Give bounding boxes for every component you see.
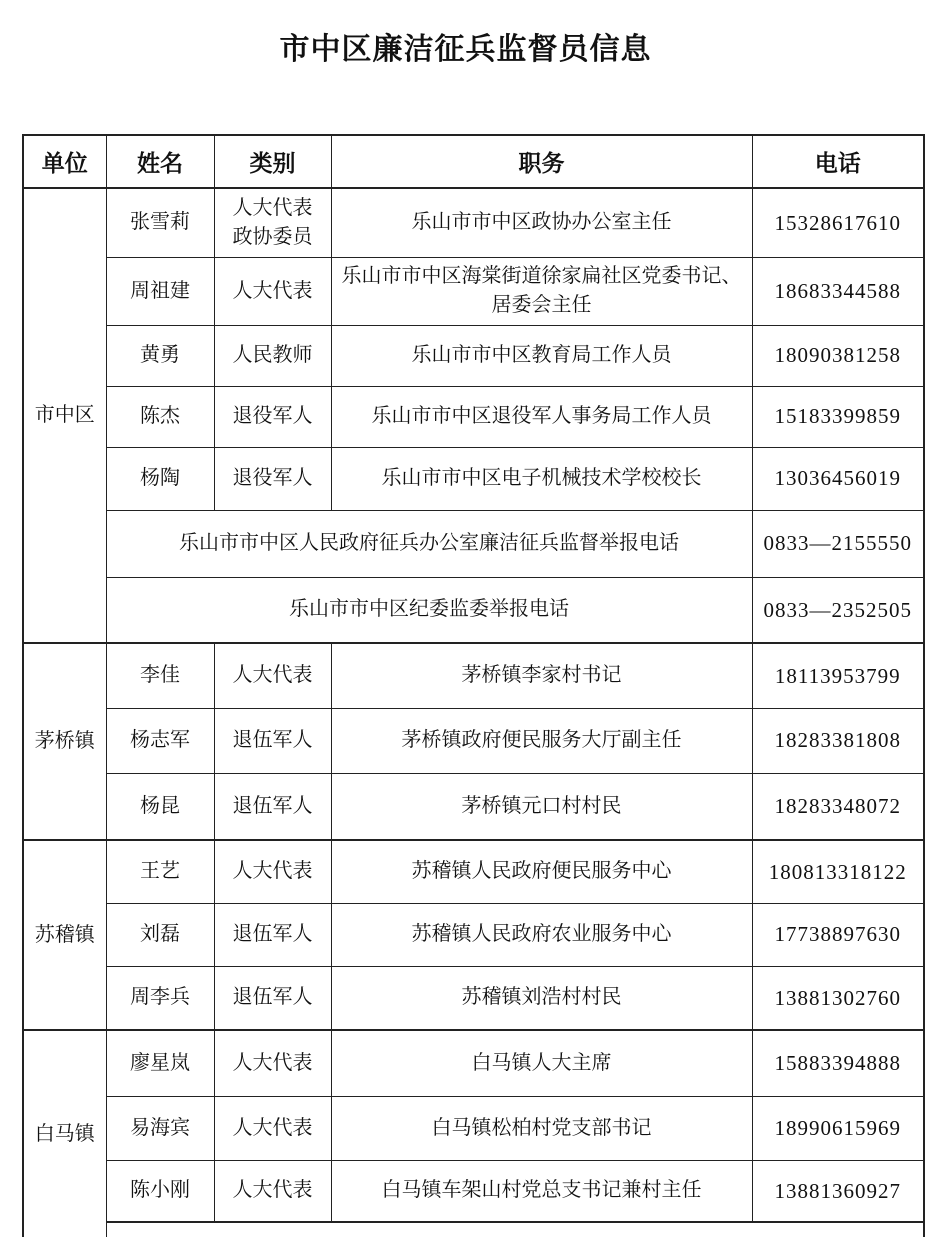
table-row <box>23 1030 924 1096</box>
member-category: 人大代表 <box>214 1096 331 1160</box>
member-name: 刘磊 <box>106 903 214 966</box>
member-position: 苏稽镇人民政府农业服务中心 <box>331 903 752 966</box>
member-category: 退役军人 <box>214 386 331 447</box>
member-phone: 18090381258 <box>752 325 924 386</box>
member-name: 周李兵 <box>106 966 214 1030</box>
member-category: 退伍军人 <box>214 708 331 773</box>
member-phone: 17738897630 <box>752 903 924 966</box>
member-category: 人大代表 <box>214 1160 331 1222</box>
supervisor-table <box>22 134 925 1237</box>
member-category: 退伍军人 <box>214 903 331 966</box>
unit-cell: 市中区 <box>23 188 106 643</box>
member-phone: 18683344588 <box>752 257 924 325</box>
member-name: 黄勇 <box>106 325 214 386</box>
unit-cell: 茅桥镇 <box>23 643 106 840</box>
member-phone: 15328617610 <box>752 188 924 257</box>
member-position: 白马镇松柏村党支部书记 <box>331 1096 752 1160</box>
member-category: 退伍军人 <box>214 966 331 1030</box>
header-position: 职务 <box>331 135 752 188</box>
member-position: 白马镇车架山村党总支书记兼村主任 <box>331 1160 752 1222</box>
table-row <box>23 708 924 773</box>
member-category: 退伍军人 <box>214 773 331 840</box>
member-category: 人民教师 <box>214 325 331 386</box>
member-position: 乐山市市中区海棠街道徐家扁社区党委书记、居委会主任 <box>331 257 752 325</box>
table-row <box>23 188 924 257</box>
table-header-row <box>23 135 924 188</box>
member-phone: 180813318122 <box>752 840 924 903</box>
table-row <box>23 966 924 1030</box>
table-row <box>23 325 924 386</box>
table-row <box>23 386 924 447</box>
member-category: 人大代表 <box>214 643 331 708</box>
member-phone: 13881302760 <box>752 966 924 1030</box>
unit-cell: 苏稽镇 <box>23 840 106 1030</box>
member-position: 苏稽镇刘浩村村民 <box>331 966 752 1030</box>
page-title: 市中区廉洁征兵监督员信息 <box>279 33 652 66</box>
member-position: 乐山市市中区教育局工作人员 <box>331 325 752 386</box>
header-unit: 单位 <box>23 135 106 188</box>
member-category: 人大代表 <box>214 840 331 903</box>
member-position: 茅桥镇李家村书记 <box>331 643 752 708</box>
member-phone: 18990615969 <box>752 1096 924 1160</box>
hotline-row <box>23 577 924 643</box>
member-phone: 18113953799 <box>752 643 924 708</box>
hotline-label: 乐山市市中区人民政府征兵办公室廉洁征兵监督举报电话 <box>106 510 752 577</box>
table-row <box>23 1160 924 1222</box>
header-phone: 电话 <box>752 135 924 188</box>
member-position: 茅桥镇元口村村民 <box>331 773 752 840</box>
member-name: 陈杰 <box>106 386 214 447</box>
member-position: 白马镇人大主席 <box>331 1030 752 1096</box>
table-row <box>23 903 924 966</box>
member-position: 乐山市市中区退役军人事务局工作人员 <box>331 386 752 447</box>
member-name: 杨志军 <box>106 708 214 773</box>
member-phone: 18283348072 <box>752 773 924 840</box>
member-name: 王艺 <box>106 840 214 903</box>
member-name: 李佳 <box>106 643 214 708</box>
member-phone: 15883394888 <box>752 1030 924 1096</box>
member-name: 杨昆 <box>106 773 214 840</box>
member-name: 周祖建 <box>106 257 214 325</box>
hotline-phone: 0833—2352505 <box>752 577 924 643</box>
table-row <box>23 1096 924 1160</box>
header-name: 姓名 <box>106 135 214 188</box>
hotline-row <box>23 510 924 577</box>
cutoff-spacer <box>106 1222 924 1237</box>
table-row <box>23 643 924 708</box>
table-row <box>23 257 924 325</box>
table-cutoff-row <box>23 1222 924 1237</box>
member-position: 乐山市市中区政协办公室主任 <box>331 188 752 257</box>
hotline-label: 乐山市市中区纪委监委举报电话 <box>106 577 752 643</box>
table-row <box>23 773 924 840</box>
member-category: 人大代表 <box>214 1030 331 1096</box>
table-row <box>23 447 924 510</box>
member-name: 陈小刚 <box>106 1160 214 1222</box>
member-name: 张雪莉 <box>106 188 214 257</box>
member-category: 退役军人 <box>214 447 331 510</box>
member-position: 苏稽镇人民政府便民服务中心 <box>331 840 752 903</box>
member-category: 人大代表 <box>214 257 331 325</box>
page <box>0 24 931 1256</box>
member-phone: 13881360927 <box>752 1160 924 1222</box>
member-name: 易海宾 <box>106 1096 214 1160</box>
member-name: 廖星岚 <box>106 1030 214 1096</box>
member-position: 乐山市市中区电子机械技术学校校长 <box>331 447 752 510</box>
member-phone: 13036456019 <box>752 447 924 510</box>
member-category: 人大代表 政协委员 <box>214 188 331 257</box>
table-row <box>23 840 924 903</box>
member-phone: 15183399859 <box>752 386 924 447</box>
member-position: 茅桥镇政府便民服务大厅副主任 <box>331 708 752 773</box>
header-category: 类别 <box>214 135 331 188</box>
member-name: 杨陶 <box>106 447 214 510</box>
member-phone: 18283381808 <box>752 708 924 773</box>
hotline-phone: 0833—2155550 <box>752 510 924 577</box>
unit-cell: 白马镇 <box>23 1030 106 1237</box>
